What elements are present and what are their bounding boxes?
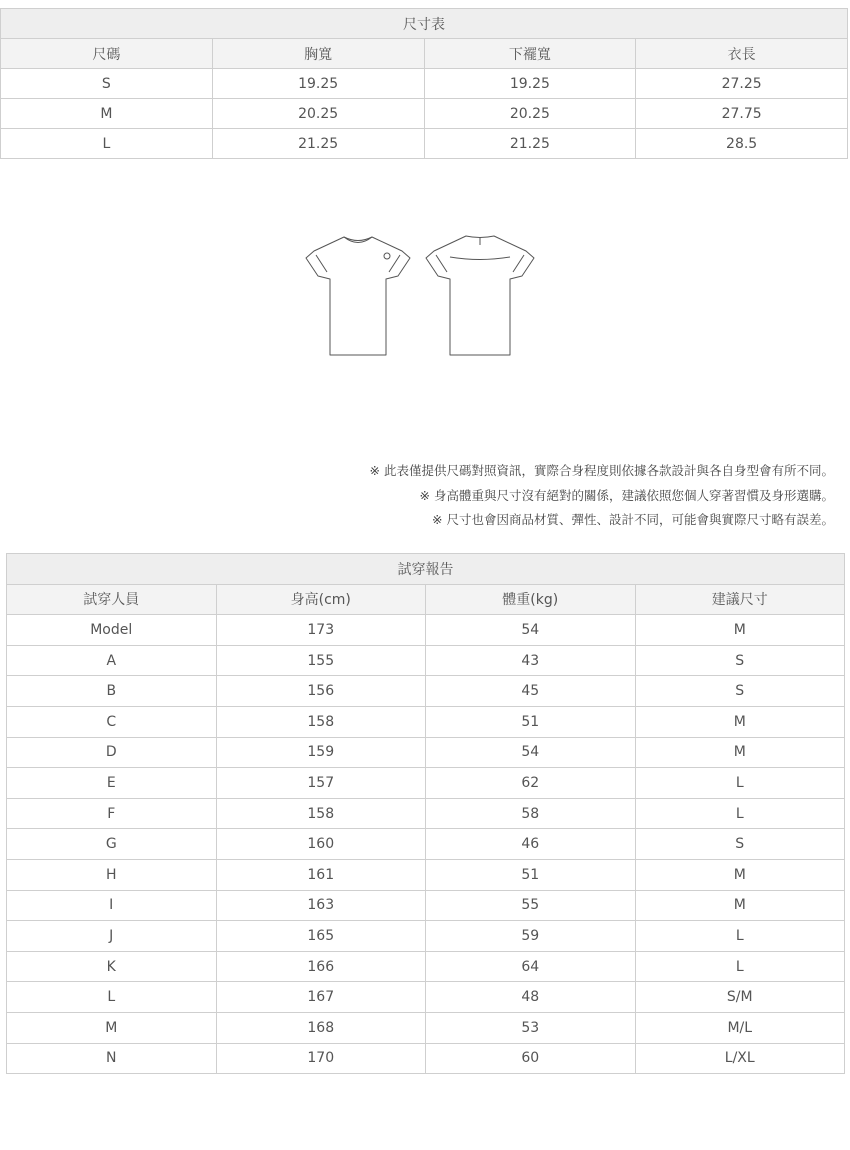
header-height: 身高(cm) xyxy=(216,584,426,615)
size-chart-cell: 27.25 xyxy=(636,69,848,99)
fit-report-cell: L xyxy=(7,982,217,1013)
fit-report-cell: C xyxy=(7,706,217,737)
fit-report-row xyxy=(7,829,845,860)
fit-report-cell: 53 xyxy=(426,1012,636,1043)
fit-report-cell: 54 xyxy=(426,737,636,768)
fit-report-row xyxy=(7,798,845,829)
note-1: ※ 此表僅提供尺碼對照資訊，實際合身程度則依據各款設計與各自身型會有所不同。 xyxy=(369,463,834,478)
fit-report-cell: B xyxy=(7,676,217,707)
fit-report-cell: A xyxy=(7,645,217,676)
fit-report-cell: 157 xyxy=(216,768,426,799)
fit-report-row xyxy=(7,1012,845,1043)
fit-report-cell: 168 xyxy=(216,1012,426,1043)
fit-report-cell: M xyxy=(635,890,845,921)
size-notes xyxy=(370,459,834,533)
fit-report-cell: N xyxy=(7,1043,217,1074)
fit-report-cell: F xyxy=(7,798,217,829)
fit-report-cell: M xyxy=(635,615,845,646)
fit-report-row xyxy=(7,982,845,1013)
fit-report-cell: M xyxy=(7,1012,217,1043)
fit-report-cell: 166 xyxy=(216,951,426,982)
size-chart-title-row xyxy=(1,9,848,39)
fit-report-row xyxy=(7,676,845,707)
fit-report-cell: J xyxy=(7,921,217,952)
fit-report-cell: L xyxy=(635,768,845,799)
fit-report-cell: 158 xyxy=(216,706,426,737)
shirt-illustration xyxy=(300,232,556,362)
fit-report-cell: D xyxy=(7,737,217,768)
header-recommended-size: 建議尺寸 xyxy=(635,584,845,615)
fit-report-cell: H xyxy=(7,859,217,890)
shirt-illustration-svg xyxy=(300,232,556,362)
fit-report-cell: S xyxy=(635,829,845,860)
size-chart-cell: 20.25 xyxy=(212,99,424,129)
fit-report-cell: 60 xyxy=(426,1043,636,1074)
note-3: ※ 尺寸也會因商品材質、彈性、設計不同，可能會與實際尺寸略有誤差。 xyxy=(432,512,834,527)
fit-report-cell: G xyxy=(7,829,217,860)
fit-report-row xyxy=(7,890,845,921)
fit-report-title: 試穿報告 xyxy=(7,554,845,585)
header-size: 尺碼 xyxy=(1,39,213,69)
size-chart-cell: S xyxy=(1,69,213,99)
size-chart-cell: 19.25 xyxy=(212,69,424,99)
fit-report-cell: 43 xyxy=(426,645,636,676)
size-chart-cell: 28.5 xyxy=(636,129,848,159)
fit-report-cell: M xyxy=(635,859,845,890)
fit-report-cell: 158 xyxy=(216,798,426,829)
fit-report-cell: K xyxy=(7,951,217,982)
fit-report-cell: 170 xyxy=(216,1043,426,1074)
t-shirt-back-icon xyxy=(426,236,534,355)
fit-report-body xyxy=(7,554,845,1074)
size-chart-cell: L xyxy=(1,129,213,159)
fit-report-cell: 48 xyxy=(426,982,636,1013)
fit-report-cell: 167 xyxy=(216,982,426,1013)
fit-report-cell: 59 xyxy=(426,921,636,952)
header-body-length: 衣長 xyxy=(636,39,848,69)
fit-report-cell: Model xyxy=(7,615,217,646)
size-chart-row xyxy=(1,69,848,99)
size-chart-row xyxy=(1,99,848,129)
size-chart-header-row xyxy=(1,39,848,69)
fit-report-cell: 159 xyxy=(216,737,426,768)
fit-report-row xyxy=(7,768,845,799)
fit-report-row xyxy=(7,951,845,982)
size-chart-cell: 20.25 xyxy=(424,99,636,129)
fit-report-cell: 51 xyxy=(426,706,636,737)
header-hem-width: 下襬寬 xyxy=(424,39,636,69)
fit-report-row xyxy=(7,1043,845,1074)
size-chart-cell: M xyxy=(1,99,213,129)
fit-report-cell: 165 xyxy=(216,921,426,952)
fit-report-cell: M/L xyxy=(635,1012,845,1043)
fit-report-header-row xyxy=(7,584,845,615)
fit-report-cell: 161 xyxy=(216,859,426,890)
fit-report-cell: 160 xyxy=(216,829,426,860)
fit-report-row xyxy=(7,706,845,737)
note-2: ※ 身高體重與尺寸沒有絕對的關係，建議依照您個人穿著習慣及身形選購。 xyxy=(419,487,834,503)
fit-report-cell: 55 xyxy=(426,890,636,921)
fit-report-cell: 51 xyxy=(426,859,636,890)
fit-report-cell: 45 xyxy=(426,676,636,707)
fit-report-title-row xyxy=(7,554,845,585)
fit-report-cell: S xyxy=(635,676,845,707)
fit-report-cell: S xyxy=(635,645,845,676)
size-chart-cell: 21.25 xyxy=(212,129,424,159)
fit-report-cell: 173 xyxy=(216,615,426,646)
fit-report-cell: 156 xyxy=(216,676,426,707)
size-chart-cell: 19.25 xyxy=(424,69,636,99)
fit-report-row xyxy=(7,645,845,676)
t-shirt-front-icon xyxy=(306,237,410,355)
fit-report-cell: S/M xyxy=(635,982,845,1013)
header-weight: 體重(kg) xyxy=(426,584,636,615)
fit-report-cell: 163 xyxy=(216,890,426,921)
fit-report-table xyxy=(6,553,845,1074)
fit-report-cell: 46 xyxy=(426,829,636,860)
fit-report-row xyxy=(7,615,845,646)
fit-report-cell: E xyxy=(7,768,217,799)
size-chart-cell: 27.75 xyxy=(636,99,848,129)
fit-report-cell: L/XL xyxy=(635,1043,845,1074)
fit-report-cell: M xyxy=(635,737,845,768)
fit-report-cell: L xyxy=(635,951,845,982)
fit-report-row xyxy=(7,859,845,890)
fit-report-cell: 58 xyxy=(426,798,636,829)
size-chart-title: 尺寸表 xyxy=(1,9,848,39)
fit-report-cell: M xyxy=(635,706,845,737)
size-chart-cell: 21.25 xyxy=(424,129,636,159)
fit-report-cell: I xyxy=(7,890,217,921)
size-chart-row xyxy=(1,129,848,159)
header-chest-width: 胸寬 xyxy=(212,39,424,69)
fit-report-row xyxy=(7,921,845,952)
fit-report-cell: L xyxy=(635,921,845,952)
size-chart-table xyxy=(0,8,848,159)
fit-report-cell: 54 xyxy=(426,615,636,646)
fit-report-cell: 62 xyxy=(426,768,636,799)
size-chart-body xyxy=(1,9,848,159)
header-tester: 試穿人員 xyxy=(7,584,217,615)
fit-report-row xyxy=(7,737,845,768)
fit-report-cell: L xyxy=(635,798,845,829)
fit-report-cell: 155 xyxy=(216,645,426,676)
fit-report-cell: 64 xyxy=(426,951,636,982)
